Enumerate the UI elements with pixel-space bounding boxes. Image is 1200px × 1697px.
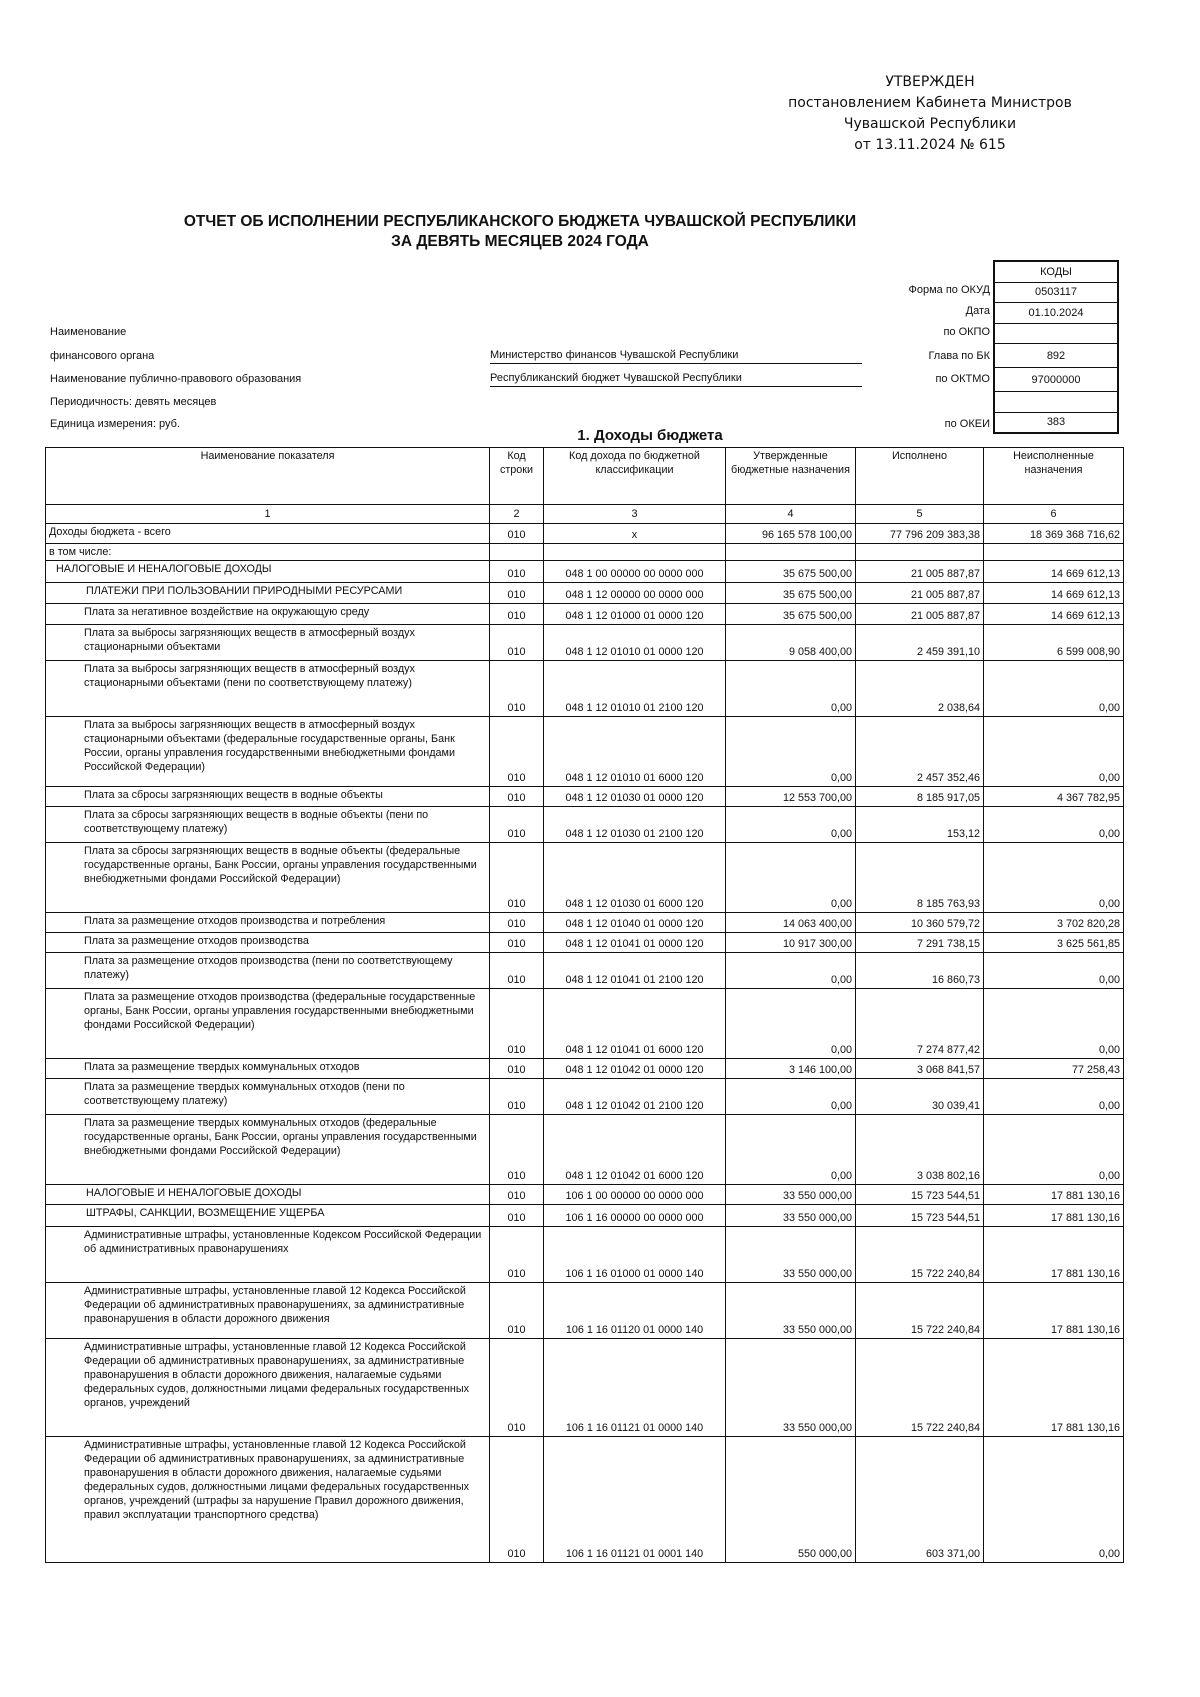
table-row <box>46 843 1124 913</box>
row-code: 010 <box>490 787 544 807</box>
row-code: 010 <box>490 1185 544 1205</box>
executed-amount: 8 185 917,05 <box>856 787 984 807</box>
oktmo-label: по ОКТМО <box>935 373 990 385</box>
column-number: 4 <box>726 505 856 524</box>
executed-amount: 15 722 240,84 <box>856 1283 984 1339</box>
date-value: 01.10.2024 <box>994 303 1118 324</box>
unexecuted-amount: 0,00 <box>984 843 1124 913</box>
executed-amount: 15 722 240,84 <box>856 1227 984 1283</box>
report-title-line-1: ОТЧЕТ ОБ ИСПОЛНЕНИИ РЕСПУБЛИКАНСКОГО БЮДЖЕТА ЧУВАШСКОЙ РЕСПУБЛИКИ <box>183 213 857 230</box>
row-code: 010 <box>490 604 544 625</box>
approved-amount: 96 165 578 100,00 <box>726 524 856 544</box>
column-number: 2 <box>490 505 544 524</box>
header-cell: Неисполненные назначения <box>984 448 1124 505</box>
approved-amount: 35 675 500,00 <box>726 561 856 583</box>
unexecuted-amount: 0,00 <box>984 1437 1124 1563</box>
indicator-name: Плата за размещение отходов производства (пени по соответствующему платежу) <box>46 953 490 989</box>
row-code: 010 <box>490 989 544 1059</box>
executed-amount: 3 068 841,57 <box>856 1059 984 1079</box>
okpo-label: по ОКПО <box>943 326 990 338</box>
indicator-name: ПЛАТЕЖИ ПРИ ПОЛЬЗОВАНИИ ПРИРОДНЫМИ РЕСУРСАМИ <box>46 583 490 604</box>
indicator-name: Плата за сбросы загрязняющих веществ в водные объекты (пени по соответствующему платежу) <box>46 807 490 843</box>
approved-amount <box>726 544 856 561</box>
fin-organ-value: Министерство финансов Чувашской Республики <box>490 349 862 364</box>
unexecuted-amount: 17 881 130,16 <box>984 1339 1124 1437</box>
approved-amount: 0,00 <box>726 989 856 1059</box>
unexecuted-amount: 17 881 130,16 <box>984 1185 1124 1205</box>
ppo-value: Республиканский бюджет Чувашской Республики <box>490 372 862 387</box>
unexecuted-amount: 0,00 <box>984 989 1124 1059</box>
unexecuted-amount: 0,00 <box>984 807 1124 843</box>
approved-amount: 35 675 500,00 <box>726 583 856 604</box>
indicator-name: Административные штрафы, установленные Кодексом Российской Федерации об административных правонарушениях <box>46 1227 490 1283</box>
table-row <box>46 913 1124 933</box>
table-row <box>46 807 1124 843</box>
approved-amount: 35 675 500,00 <box>726 604 856 625</box>
indicator-name: Плата за размещение твердых коммунальных отходов (федеральные государственные органы, Банк России, органы управления государственными внебюджетными фондами Российской Федерации) <box>46 1115 490 1185</box>
indicator-name: Административные штрафы, установленные главой 12 Кодекса Российской Федерации об административных правонарушениях, за административные правонарушения в области дорожного движения, налагаемые судьями федеральных судов, должностными лицами федеральных государственных органов, учреждений <box>46 1339 490 1437</box>
table-row <box>46 1185 1124 1205</box>
income-code <box>544 544 726 561</box>
executed-amount: 16 860,73 <box>856 953 984 989</box>
header-cell: Код дохода по бюджетной классификации <box>544 448 726 505</box>
income-code: 048 1 12 01000 01 0000 120 <box>544 604 726 625</box>
report-title-line-2: ЗА ДЕВЯТЬ МЕСЯЦЕВ 2024 ГОДА <box>391 233 649 250</box>
executed-amount: 30 039,41 <box>856 1079 984 1115</box>
table-row <box>46 933 1124 953</box>
income-code: 106 1 16 01121 01 0000 140 <box>544 1339 726 1437</box>
indicator-name: Плата за размещение отходов производства <box>46 933 490 953</box>
glava-label: Глава по БК <box>928 350 990 362</box>
unexecuted-amount: 0,00 <box>984 661 1124 717</box>
indicator-name: Плата за размещение отходов производства (федеральные государственные органы, Банк России, органы управления государственными внебюджетными фондами Российской Федерации) <box>46 989 490 1059</box>
unexecuted-amount: 3 625 561,85 <box>984 933 1124 953</box>
row-code: 010 <box>490 1227 544 1283</box>
income-code: 048 1 12 01010 01 2100 120 <box>544 661 726 717</box>
executed-amount: 15 723 544,51 <box>856 1185 984 1205</box>
row-code: 010 <box>490 807 544 843</box>
ppo-label: Наименование публично-правового образования <box>50 373 302 385</box>
income-code: 048 1 12 01041 01 2100 120 <box>544 953 726 989</box>
income-code: 048 1 00 00000 00 0000 000 <box>544 561 726 583</box>
approved-amount: 0,00 <box>726 953 856 989</box>
indicator-name: Плата за выбросы загрязняющих веществ в атмосферный воздух стационарными объектами (федеральные государственные органы, Банк России, органы управления государственными внебюджетными фондами Российской Федерации) <box>46 717 490 787</box>
executed-amount: 77 796 209 383,38 <box>856 524 984 544</box>
table-row <box>46 1227 1124 1283</box>
row-code: 010 <box>490 843 544 913</box>
income-table <box>45 447 1124 1563</box>
unexecuted-amount: 3 702 820,28 <box>984 913 1124 933</box>
row-code: 010 <box>490 913 544 933</box>
column-number: 1 <box>46 505 490 524</box>
income-code: 106 1 16 01121 01 0001 140 <box>544 1437 726 1563</box>
codes-table <box>993 260 1119 434</box>
income-code: 048 1 12 01010 01 6000 120 <box>544 717 726 787</box>
income-code: 048 1 12 01030 01 0000 120 <box>544 787 726 807</box>
income-code: 048 1 12 01042 01 0000 120 <box>544 1059 726 1079</box>
unexecuted-amount: 0,00 <box>984 953 1124 989</box>
income-code: 106 1 00 00000 00 0000 000 <box>544 1185 726 1205</box>
column-number-row <box>46 505 1124 524</box>
report-title <box>120 212 920 252</box>
income-code: 048 1 12 01030 01 2100 120 <box>544 807 726 843</box>
approved-amount: 12 553 700,00 <box>726 787 856 807</box>
income-code: x <box>544 524 726 544</box>
executed-amount: 7 274 877,42 <box>856 989 984 1059</box>
row-code: 010 <box>490 625 544 661</box>
unexecuted-amount: 6 599 008,90 <box>984 625 1124 661</box>
income-code: 106 1 16 01120 01 0000 140 <box>544 1283 726 1339</box>
approved-amount: 33 550 000,00 <box>726 1227 856 1283</box>
row-code: 010 <box>490 561 544 583</box>
unexecuted-amount: 14 669 612,13 <box>984 583 1124 604</box>
row-code: 010 <box>490 953 544 989</box>
table-row <box>46 1339 1124 1437</box>
section-title: 1. Доходы бюджета <box>577 427 723 444</box>
indicator-name: Административные штрафы, установленные главой 12 Кодекса Российской Федерации об административных правонарушениях, за административные правонарушения в области дорожного движения, налагаемые судьями федеральных судов, должностными лицами федеральных государственных органов, учреждений (штрафы за нарушение Правил дорожного движения, правил эксплуатации транспортного средства) <box>46 1437 490 1563</box>
approved-amount: 0,00 <box>726 661 856 717</box>
approval-line-3: Чувашской Республики <box>843 116 1017 132</box>
executed-amount: 21 005 887,87 <box>856 604 984 625</box>
row-code: 010 <box>490 933 544 953</box>
approved-amount: 14 063 400,00 <box>726 913 856 933</box>
approval-line-1: УТВЕРЖДЕН <box>885 74 975 90</box>
table-row <box>46 989 1124 1059</box>
indicator-name: Плата за размещение отходов производства и потребления <box>46 913 490 933</box>
income-code: 048 1 12 01042 01 6000 120 <box>544 1115 726 1185</box>
table-row <box>46 1059 1124 1079</box>
indicator-name: НАЛОГОВЫЕ И НЕНАЛОГОВЫЕ ДОХОДЫ <box>46 1185 490 1205</box>
approval-line-4: от 13.11.2024 № 615 <box>854 137 1006 153</box>
okpo-value <box>994 323 1118 344</box>
header-row <box>46 448 1124 505</box>
approved-amount: 10 917 300,00 <box>726 933 856 953</box>
codes-blank <box>994 392 1118 413</box>
approved-amount: 550 000,00 <box>726 1437 856 1563</box>
indicator-name: Плата за выбросы загрязняющих веществ в атмосферный воздух стационарными объектами <box>46 625 490 661</box>
approved-amount: 0,00 <box>726 1079 856 1115</box>
column-number: 3 <box>544 505 726 524</box>
approved-amount: 0,00 <box>726 807 856 843</box>
executed-amount: 603 371,00 <box>856 1437 984 1563</box>
indicator-name: Плата за сбросы загрязняющих веществ в водные объекты <box>46 787 490 807</box>
row-code: 010 <box>490 1437 544 1563</box>
table-row <box>46 1079 1124 1115</box>
column-number: 6 <box>984 505 1124 524</box>
income-code: 048 1 12 01041 01 6000 120 <box>544 989 726 1059</box>
table-row <box>46 625 1124 661</box>
executed-amount: 2 038,64 <box>856 661 984 717</box>
income-code: 048 1 12 01042 01 2100 120 <box>544 1079 726 1115</box>
executed-amount: 21 005 887,87 <box>856 583 984 604</box>
table-row <box>46 561 1124 583</box>
table-row <box>46 1115 1124 1185</box>
unexecuted-amount: 14 669 612,13 <box>984 604 1124 625</box>
indicator-name: Доходы бюджета - всего <box>46 524 490 544</box>
approved-amount: 0,00 <box>726 843 856 913</box>
executed-amount <box>856 544 984 561</box>
table-row <box>46 1283 1124 1339</box>
unexecuted-amount: 77 258,43 <box>984 1059 1124 1079</box>
approved-amount: 3 146 100,00 <box>726 1059 856 1079</box>
row-code: 010 <box>490 661 544 717</box>
executed-amount: 3 038 802,16 <box>856 1115 984 1185</box>
table-row <box>46 953 1124 989</box>
approved-amount: 33 550 000,00 <box>726 1205 856 1227</box>
fin-organ-label: финансового органа <box>50 350 155 362</box>
row-code: 010 <box>490 1115 544 1185</box>
income-code: 048 1 12 00000 00 0000 000 <box>544 583 726 604</box>
indicator-name: Плата за сбросы загрязняющих веществ в водные объекты (федеральные государственные органы, Банк России, органы управления государственными внебюджетными фондами Российской Федерации) <box>46 843 490 913</box>
indicator-name: НАЛОГОВЫЕ И НЕНАЛОГОВЫЕ ДОХОДЫ <box>46 561 490 583</box>
income-code: 048 1 12 01030 01 6000 120 <box>544 843 726 913</box>
header-cell: Исполнено <box>856 448 984 505</box>
approval-line-2: постановлением Кабинета Министров <box>788 95 1072 111</box>
okei-value: 383 <box>994 412 1118 433</box>
executed-amount: 153,12 <box>856 807 984 843</box>
executed-amount: 8 185 763,93 <box>856 843 984 913</box>
table-row <box>46 544 1124 561</box>
header-cell: Код строки <box>490 448 544 505</box>
table-row <box>46 661 1124 717</box>
unexecuted-amount: 0,00 <box>984 1079 1124 1115</box>
unexecuted-amount: 14 669 612,13 <box>984 561 1124 583</box>
executed-amount: 21 005 887,87 <box>856 561 984 583</box>
income-code: 106 1 16 01000 01 0000 140 <box>544 1227 726 1283</box>
table-row <box>46 1437 1124 1563</box>
approved-amount: 0,00 <box>726 717 856 787</box>
executed-amount: 2 457 352,46 <box>856 717 984 787</box>
okei-label: по ОКЕИ <box>944 418 990 430</box>
indicator-name: в том числе: <box>46 544 490 561</box>
unit-label: Единица измерения: руб. <box>50 418 180 430</box>
name-label: Наименование <box>50 326 127 338</box>
row-code: 010 <box>490 1079 544 1115</box>
income-code: 106 1 16 00000 00 0000 000 <box>544 1205 726 1227</box>
executed-amount: 10 360 579,72 <box>856 913 984 933</box>
unexecuted-amount: 17 881 130,16 <box>984 1205 1124 1227</box>
oktmo-value: 97000000 <box>994 368 1118 392</box>
table-row <box>46 787 1124 807</box>
row-code: 010 <box>490 717 544 787</box>
income-code: 048 1 12 01040 01 0000 120 <box>544 913 726 933</box>
indicator-name: Административные штрафы, установленные главой 12 Кодекса Российской Федерации об административных правонарушениях, за административные правонарушения в области дорожного движения <box>46 1283 490 1339</box>
unexecuted-amount: 0,00 <box>984 1115 1124 1185</box>
okud-value: 0503117 <box>994 282 1118 303</box>
table-row <box>46 583 1124 604</box>
table-row <box>46 717 1124 787</box>
unexecuted-amount <box>984 544 1124 561</box>
unexecuted-amount: 18 369 368 716,62 <box>984 524 1124 544</box>
row-code: 010 <box>490 1283 544 1339</box>
executed-amount: 7 291 738,15 <box>856 933 984 953</box>
approved-amount: 33 550 000,00 <box>726 1185 856 1205</box>
unexecuted-amount: 4 367 782,95 <box>984 787 1124 807</box>
approved-amount: 9 058 400,00 <box>726 625 856 661</box>
approved-amount: 0,00 <box>726 1115 856 1185</box>
indicator-name: Плата за негативное воздействие на окружающую среду <box>46 604 490 625</box>
indicator-name: Плата за размещение твердых коммунальных отходов <box>46 1059 490 1079</box>
indicator-name: Плата за размещение твердых коммунальных отходов (пени по соответствующему платежу) <box>46 1079 490 1115</box>
executed-amount: 15 722 240,84 <box>856 1339 984 1437</box>
date-label: Дата <box>965 305 990 317</box>
okud-label: Форма по ОКУД <box>908 284 990 296</box>
header-cell: Наименование показателя <box>46 448 490 505</box>
income-code: 048 1 12 01041 01 0000 120 <box>544 933 726 953</box>
row-code: 010 <box>490 524 544 544</box>
row-code: 010 <box>490 1339 544 1437</box>
approval-block <box>780 72 1080 156</box>
period-label: Периодичность: девять месяцев <box>50 396 217 408</box>
codes-header: КОДЫ <box>994 261 1118 282</box>
header-cell: Утвержденные бюджетные назначения <box>726 448 856 505</box>
unexecuted-amount: 17 881 130,16 <box>984 1227 1124 1283</box>
row-code: 010 <box>490 1205 544 1227</box>
row-code: 010 <box>490 583 544 604</box>
table-row <box>46 604 1124 625</box>
income-code: 048 1 12 01010 01 0000 120 <box>544 625 726 661</box>
row-code <box>490 544 544 561</box>
indicator-name: ШТРАФЫ, САНКЦИИ, ВОЗМЕЩЕНИЕ УЩЕРБА <box>46 1205 490 1227</box>
row-code: 010 <box>490 1059 544 1079</box>
unexecuted-amount: 0,00 <box>984 717 1124 787</box>
executed-amount: 15 723 544,51 <box>856 1205 984 1227</box>
approved-amount: 33 550 000,00 <box>726 1339 856 1437</box>
table-row <box>46 524 1124 544</box>
executed-amount: 2 459 391,10 <box>856 625 984 661</box>
table-row <box>46 1205 1124 1227</box>
glava-value: 892 <box>994 344 1118 368</box>
column-number: 5 <box>856 505 984 524</box>
approved-amount: 33 550 000,00 <box>726 1283 856 1339</box>
unexecuted-amount: 17 881 130,16 <box>984 1283 1124 1339</box>
indicator-name: Плата за выбросы загрязняющих веществ в атмосферный воздух стационарными объектами (пени по соответствующему платежу) <box>46 661 490 717</box>
